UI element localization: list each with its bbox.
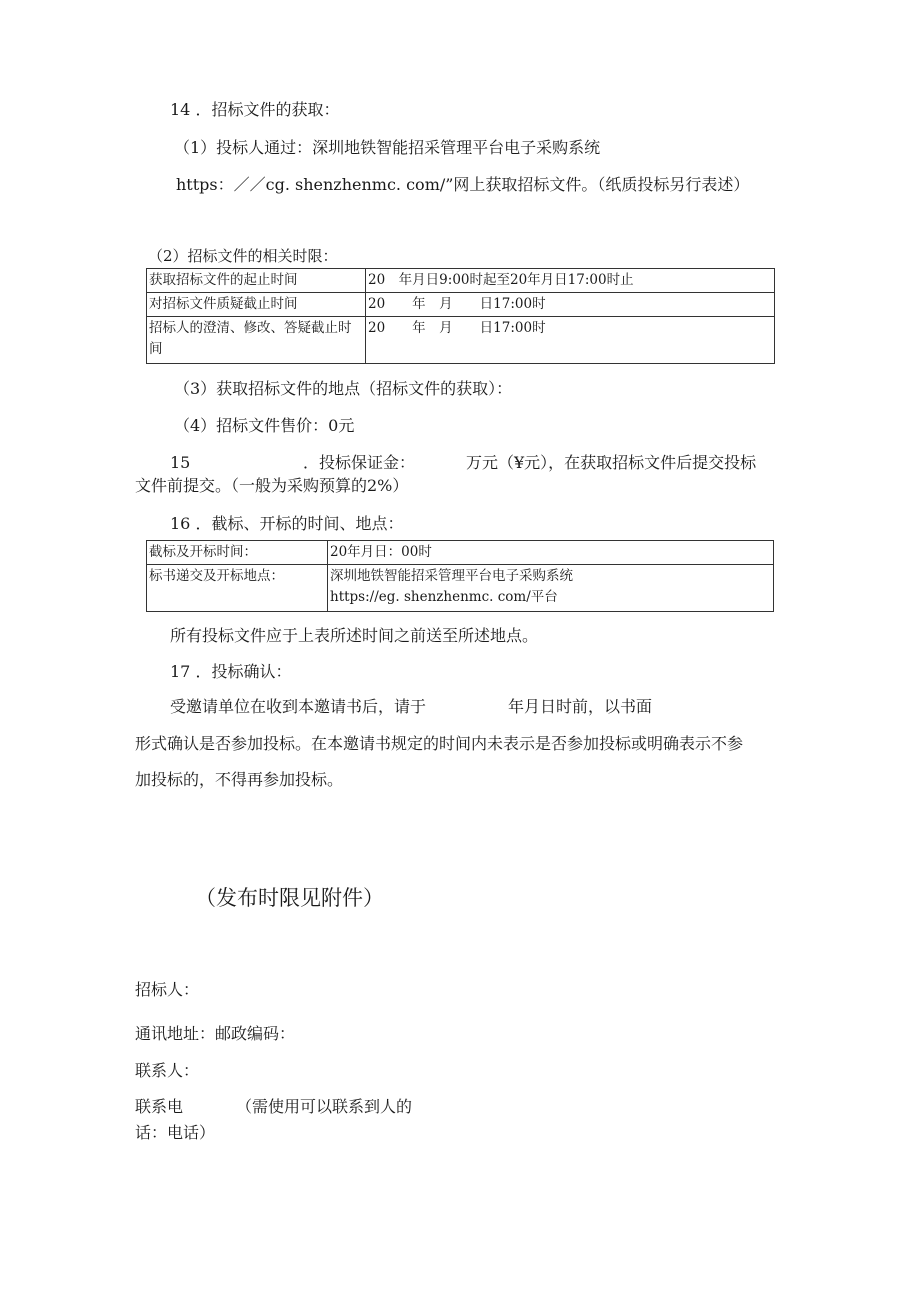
table-row [147,541,774,565]
table-row [147,317,775,364]
contact-phone-line-2: 话：电话） [135,1123,216,1142]
section-14-item-4: （4）招标文件售价：0元 [174,416,355,435]
table-cell-label: 获取招标文件的起止时间 [147,269,366,293]
tenderer-label: 招标人： [135,980,200,999]
section-14-item-2: （2）招标文件的相关时限： [148,247,338,265]
section-14-item-1: （1）投标人通过：深圳地铁智能招采管理平台电子采购系统 [174,138,601,157]
section-15-line-2: 文件前提交。（一般为采购预算的2%） [135,476,409,495]
table-row [147,565,774,612]
table-cell-label: 截标及开标时间： [147,541,328,565]
section-17-line-1b: 年月日时前，以书面 [508,697,653,716]
table-cell-value-line: 深圳地铁智能招采管理平台电子采购系统 [330,568,573,584]
section-15-label: ．投标保证金： [303,453,416,472]
table-row [147,269,775,293]
table-cell-value: 20 年月日9:00时起至20年月日17:00时止 [366,269,775,293]
table-cell-value [328,565,774,612]
publish-notice: （发布时限见附件） [195,886,384,910]
section-15-number: 15 [170,453,191,472]
section-17-line-2: 形式确认是否参加投标。在本邀请书规定的时间内未表示是否参加投标或明确表示不参 [135,734,744,753]
contact-phone-note: （需使用可以联系到人的 [236,1097,413,1116]
table-cell-value: 20年月日：00时 [328,541,774,565]
section-17-line-1a: 受邀请单位在收到本邀请书后，请于 [170,697,427,716]
section-16-note: 所有投标文件应于上表所述时间之前送至所述地点。 [170,626,539,645]
section-16-heading: 16 ．截标、开标的时间、地点： [170,514,404,533]
section-15-text: 万元（¥元），在获取招标文件后提交投标 [466,453,757,472]
table-cell-value-url: https://eg. shenzhenmc. com/平台 [330,589,558,605]
time-limits-table [146,268,775,364]
table-cell-value: 20 年 月 日17:00时 [366,293,775,317]
section-14-item-3: （3）获取招标文件的地点（招标文件的获取）： [174,379,513,398]
section-17-heading: 17 ．投标确认： [170,662,292,681]
table-cell-value: 20 年 月 日17:00时 [366,317,775,364]
address-postcode-label: 通讯地址：邮政编码： [135,1024,296,1043]
section-17-line-3: 加投标的，不得再参加投标。 [135,770,344,789]
bid-opening-table [146,540,774,612]
table-row [147,293,775,317]
table-cell-label: 标书递交及开标地点： [147,565,328,612]
section-14-url-line: https：／／cg. shenzhenmc. com/”网上获取招标文件。（纸质投标另行表述） [176,175,750,194]
table-cell-label: 对招标文件质疑截止时间 [147,293,366,317]
table-cell-label: 招标人的澄清、修改、答疑截止时间 [147,317,366,364]
contact-phone-label: 联系电 [135,1097,184,1116]
contact-person-label: 联系人： [135,1061,200,1080]
section-14-heading: 14 ．招标文件的获取： [170,100,340,119]
